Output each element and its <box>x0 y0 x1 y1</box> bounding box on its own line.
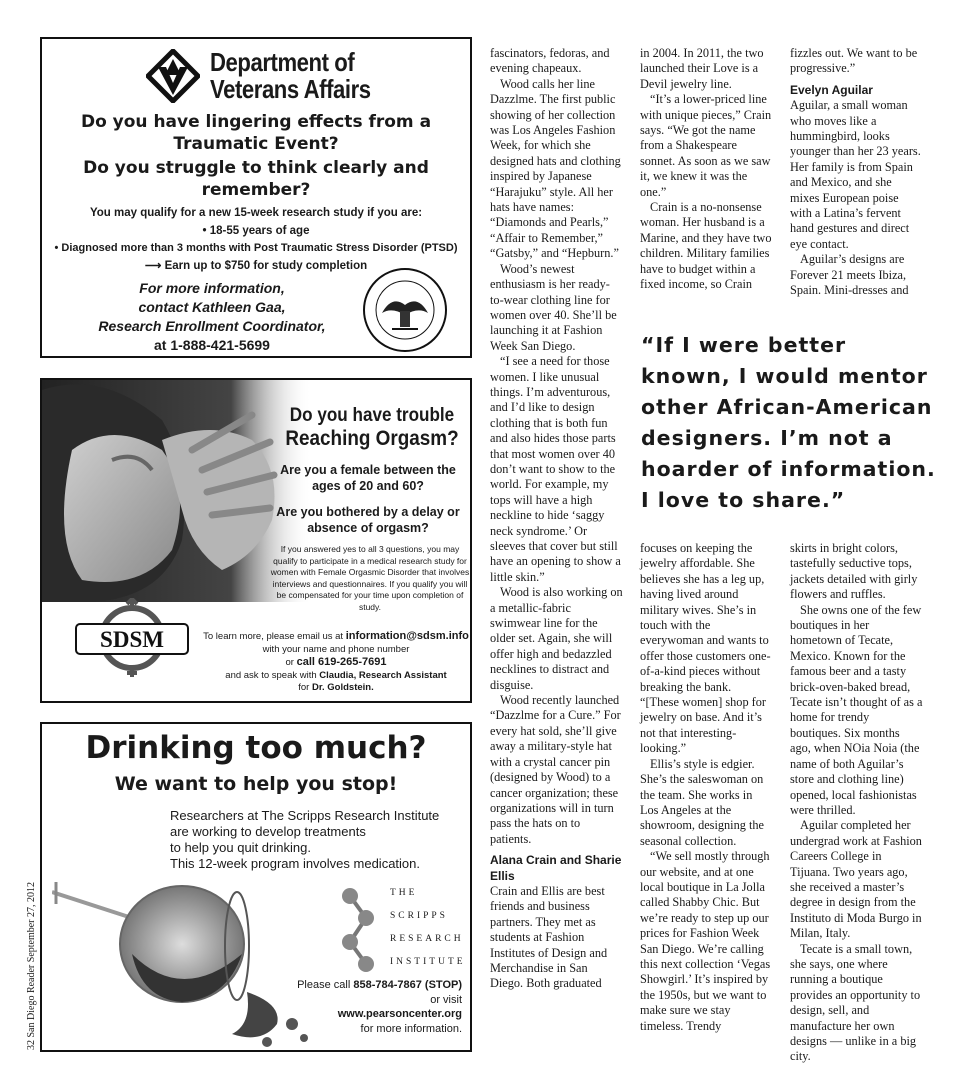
sdsm-details: If you answered yes to all 3 questions, you may qualify to participate in a medical research study for women with Female Orgasmic Disorder that involves interviews and questionnaires. If you qualify you will be compensated for your time upon completion of study. <box>270 544 470 612</box>
va-advertisement <box>40 37 472 358</box>
article-paragraph: fizzles out. We want to be progressive.” <box>790 46 918 76</box>
article-paragraph: Wood’s newest enthusiasm is her ready-to-wear clothing line for women over 40. She’ll be launching it at Fashion Week San Diego. <box>490 261 617 353</box>
article-paragraph: focuses on keeping the jewelry affordable. She believes she has a leg up, having lived around military wives. She’s in touch with the everywoman and wants to offer those customers one-of-a-kind pieces without breaking the bank. “[These women] shop for jewelry on base. And it’s not that interesting-looking.” <box>640 541 771 756</box>
va-phone: at 1-888-421-5699 <box>154 337 270 353</box>
arrow-right-icon: ⟶ <box>144 260 165 272</box>
article-paragraph: skirts in bright colors, tastefully seductive tops, jackets detailed with girly flowers and ruffles. <box>790 541 918 602</box>
article-paragraph: “We sell mostly through our website, and at one local boutique in La Jolla called Shabby Chic. But we’re ready to step up our prices for Fashion Week San Diego. We’re calling this next collection ‘Vegas Showgirl.’ It’s inspired by the 1950s, but we want to make sure we stay timeless. Trendy <box>640 849 771 1033</box>
article-paragraph: She owns one of the few boutiques in her hometown of Tecate, Mexico. Known for the famous beer and a tasty brick-oven-baked bread, Tecate isn’t thought of as a home for trendy boutiques. Six months ago, when NOia Noia (the name of both Aguilar’s store and clothing line) opened, local fashionistas were thrilled. <box>790 602 923 817</box>
page-margin-label <box>26 880 40 1050</box>
va-emblem-icon <box>146 49 200 103</box>
article-column-4 <box>640 541 773 1034</box>
article-paragraph: in 2004. In 2011, the two launched their Love is a Devil jewelry line. <box>640 46 764 91</box>
sdsm-headline: Do you have trouble Reaching Orgasm? <box>285 405 459 450</box>
sdsm-advertisement <box>40 378 472 703</box>
article-column-2 <box>640 46 773 293</box>
article-paragraph: “I see a need for those women. I like unusual things. I’m adventurous, and I’d like to design clothing that is both fun and also hides those parts that most women over 40 don’t want to show to the world. For example, my tops will have a high neckline to hide ‘saggy neck syndrome.’ Or sleeves that cover but still have an opening to show a little skin.” <box>490 354 621 584</box>
va-question-2: Do you struggle to think clearly and remember? <box>83 158 429 200</box>
article-paragraph: Tecate is a small town, she says, one where running a boutique provides an opportunity to design, sell, and manufacture her own designs — unlike in a big city. <box>790 941 921 1064</box>
article-paragraph: Wood calls her line Dazzlme. The first public showing of her collection was Los Angeles Fashion Week, for which she designed hats and clothing inspired by Japanese “Harajuku” style. All her hats have names: “Diamonds and Pearls,” “Affair to Remember,” “Gatsby,” and “Hepburn.” <box>490 76 621 261</box>
sdsm-question-1: Are you a female between the ages of 20 and 60? <box>280 463 456 493</box>
article-paragraph: Aguilar completed her undergrad work at Fashion Careers College in Tijuana. Two years ago, she received a master’s degree in design from the Instituto di Moda Burgo in Milan, Italy. <box>790 818 922 941</box>
va-qualify: You may qualify for a new 15-week research study if you are: <box>89 207 423 219</box>
article-paragraph: Crain and Ellis are best friends and business partners. They met as students at Fashion Institutes of Design and Merchandise in San Diego. Both graduated <box>490 883 608 991</box>
va-earn: ⟶ Earn up to $750 for study completion <box>144 260 368 272</box>
article-paragraph: fascinators, fedoras, and evening chapeaux. <box>490 46 610 76</box>
sdsm-question-2: Are you bothered by a delay or absence of orgasm? <box>276 505 460 535</box>
va-contact: For more information, contact Kathleen Gaa, Research Enrollment Coordinator, at 1-888-421-5699 <box>72 279 352 355</box>
section-heading: Evelyn Aguilar <box>790 82 873 97</box>
scripps-logo: THE SCRIPPS RESEARCH INSTITUTE <box>390 888 466 967</box>
sdsm-logo-text: SDSM <box>100 627 164 652</box>
article-paragraph: Aguilar’s designs are Forever 21 meets Ibiza, Spain. Mini-dresses and <box>790 252 909 298</box>
article-paragraph: “It’s a lower-priced line with unique pieces,” Crain says. “We got the name from a Shakespeare sonnet. As soon as we saw it, we knew it was the one.” <box>640 92 772 199</box>
va-seal-icon <box>362 267 448 353</box>
scripps-contact: Please call 858-784-7867 (STOP) or visit www.pearsoncenter.org for more information. <box>297 979 462 1035</box>
article-column-5 <box>790 541 923 1065</box>
article-paragraph: Ellis’s style is edgier. She’s the saleswoman on the team. She works in Los Angeles at the showroom, designing the seasonal collection. <box>640 756 764 848</box>
scripps-subhead: We want to help you stop! <box>114 773 398 795</box>
scripps-advertisement <box>40 722 472 1052</box>
section-heading: Alana Crain and Sharie Ellis <box>490 853 622 883</box>
va-question-1: Do you have lingering effects from a Traumatic Event? <box>80 112 432 154</box>
va-bullet-age: • 18-55 years of age <box>202 225 310 237</box>
sdsm-logo-icon <box>72 598 192 678</box>
article-paragraph: Aguilar, a small woman who moves like a hummingbird, looks younger than her 23 years. Her family is from Spain and Mexico, and she mixes European poise with a Latina’s fervent hand gestures and direct eye contact. <box>790 98 921 251</box>
scripps-url[interactable]: www.pearsoncenter.org <box>337 1008 462 1020</box>
sdsm-contact: To learn more, please email us at information@sdsm.info with your name and phone number or call 619-265-7691 and ask to speak with Claudia, Research Assistant for Dr. Goldstein. <box>203 630 469 693</box>
article-paragraph: Wood recently launched “Dazzlme for a Cure.” For every hat sold, she’ll give away a military-style hat with a crystal cancer pin (designed by Wood) to a cancer organization; these organizations will in turn pass the hats on to patients. <box>490 693 621 846</box>
article-paragraph: Wood is also working on a metallic-fabric swimwear line for the older set. Again, she will offer high and bedazzled necklines to distract and disguise. <box>490 585 623 692</box>
scripps-headline: Drinking too much? <box>85 730 427 766</box>
page-folio: 32 San Diego Reader September 27, 2012 <box>26 881 37 1050</box>
scripps-phone: 858-784-7867 (STOP) <box>353 979 462 991</box>
sdsm-email[interactable]: information@sdsm.info <box>345 630 469 642</box>
va-bullet-ptsd: • Diagnosed more than 3 months with Post Traumatic Stress Disorder (PTSD) <box>54 242 458 254</box>
article-column-3 <box>790 46 923 299</box>
scripps-body: Researchers at The Scripps Research Institute are working to develop treatments to help you quit drinking. This 12-week program involves medication. <box>170 808 440 871</box>
sdsm-phone: call 619-265-7691 <box>296 656 387 668</box>
va-org-line2: Veterans Affairs <box>210 74 371 104</box>
article-column-1 <box>490 46 623 992</box>
va-logo <box>146 49 399 103</box>
article-paragraph: Crain is a no-nonsense woman. Her husband is a Marine, and they have two children. Military families have to budget within a fixed income, so Crain <box>640 200 772 292</box>
va-org-line1: Department of <box>210 47 355 77</box>
pull-quote: “If I were better known, I would mentor other African-American designers. I’m not a hoarder of information. I love to share.” <box>641 333 936 512</box>
